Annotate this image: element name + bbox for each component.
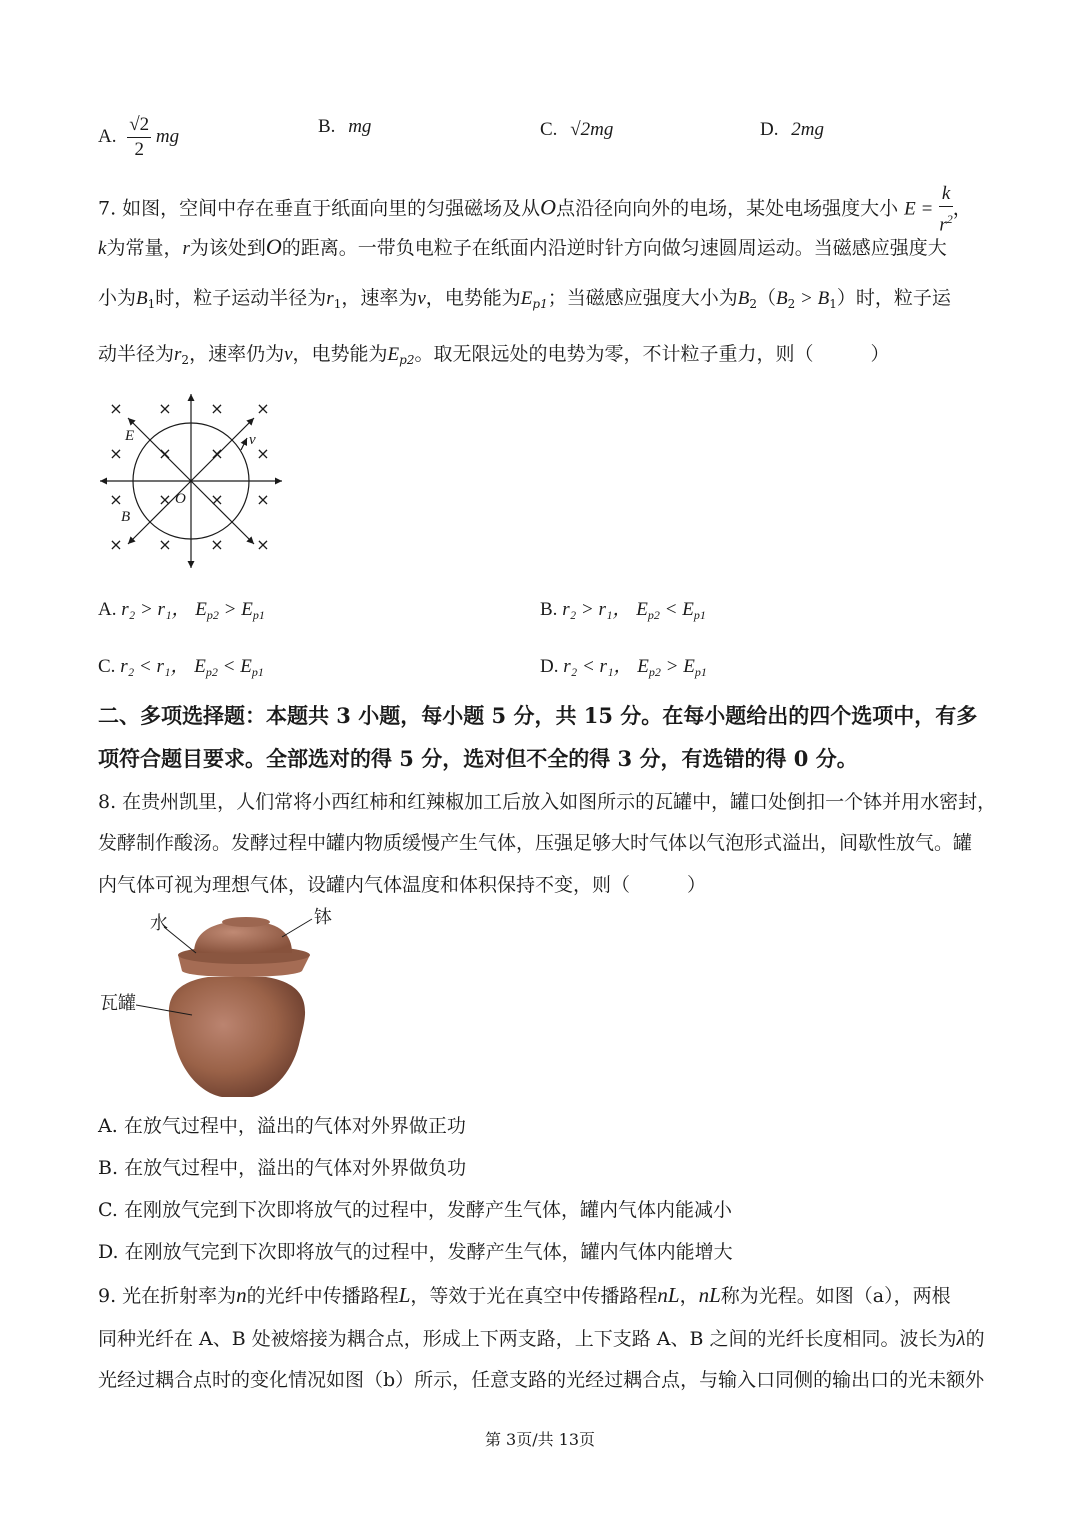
q9-line-2 [98, 1324, 985, 1353]
option-label: A. [98, 1115, 118, 1137]
text-run: 7. 如图，空间中存在垂直于纸面向里的匀强磁场及从 [98, 197, 541, 220]
option-label: C. [98, 1199, 118, 1221]
text-run: ，等效于光在真空中传播路程 [410, 1285, 658, 1307]
cross-mark: × [210, 444, 224, 463]
cross-mark: × [109, 535, 123, 554]
fraction-denominator: 2 [134, 139, 144, 160]
math-symbol: E [387, 344, 400, 365]
q7-line-1 [98, 182, 972, 237]
math-symbol: r [326, 288, 334, 309]
q8-line-3: 内气体可视为理想气体，设罐内气体温度和体积保持不变，则（ ） [98, 874, 707, 896]
subscript: 1 [333, 297, 342, 311]
q7-option-d [540, 653, 707, 686]
cross-mark: × [256, 490, 270, 509]
cross-mark: × [256, 399, 270, 418]
text-run: ）时，粒子运 [836, 287, 951, 309]
math-symbol: B [136, 288, 148, 309]
superscript: 2 [946, 212, 953, 226]
math-symbol: > B [795, 288, 830, 309]
text-run: ，速率为 [341, 287, 418, 309]
math-symbol: E [520, 288, 533, 309]
label-o: O [175, 491, 186, 507]
cross-mark: × [109, 490, 123, 509]
bowl-leader-line [282, 919, 312, 937]
text-run: ，电势能为 [292, 343, 388, 365]
label-e: E [125, 428, 135, 444]
subscript: 2 [181, 353, 190, 367]
text-run: 的光纤中传播路程 [246, 1285, 399, 1307]
math-symbol: B [776, 288, 788, 309]
bowl-foot [222, 917, 270, 927]
cross-mark: × [109, 399, 123, 418]
fraction-numerator: √2 [127, 113, 151, 138]
cross-mark: × [158, 399, 172, 418]
q8-option-c [98, 1196, 732, 1224]
math-symbol: O [540, 194, 557, 220]
math-symbol: E = [904, 198, 934, 220]
q6-option-b [318, 113, 371, 141]
q8-line-1: 8. 在贵州凯里，人们常将小西红柿和红辣椒加工后放入如图所示的瓦罐中，罐口处倒扣一个钵并用水密封， [98, 791, 997, 813]
text-run: 的距离。一带负电粒子在纸面内沿逆时针方向做匀速圆周运动。当磁感应强度大 [281, 237, 947, 259]
option-text: > E [218, 599, 253, 620]
cross-mark: × [256, 535, 270, 554]
subscript: 2 [787, 297, 796, 311]
label-v: v [249, 432, 256, 448]
text-run: 动半径为 [98, 343, 175, 365]
subscript: p2 [648, 665, 661, 679]
page-footer: 第 3页/共 13页 [484, 1430, 596, 1449]
label-jar: 瓦罐 [100, 993, 136, 1014]
q8-option-b [98, 1154, 466, 1182]
math-symbol: O [265, 234, 282, 259]
cross-mark: × [210, 399, 224, 418]
q7-line-3 [98, 284, 951, 318]
option-text: < E [659, 599, 694, 620]
option-label: C. [540, 119, 558, 140]
option-label: B. [318, 116, 336, 137]
subscript: 2 [749, 297, 757, 311]
option-expr: √2mg [570, 119, 614, 140]
option-label: B. [540, 599, 558, 620]
field-diagram [96, 388, 286, 573]
text-run: ，电势能为 [425, 287, 521, 309]
math-symbol: nL [657, 1283, 680, 1307]
option-label: A. [98, 125, 117, 147]
fraction [127, 113, 151, 162]
option-text: r₂ < r₁， E [563, 656, 649, 677]
cross-mark: × [210, 535, 224, 554]
math-symbol: r [182, 238, 190, 259]
math-symbol: r [939, 214, 947, 236]
text-run: ，速率仍为 [189, 343, 285, 365]
q6-option-a [98, 113, 179, 162]
option-text: r₂ > r₁， E [121, 599, 207, 620]
text-run: 的 [965, 1328, 985, 1350]
text-run: ， [679, 1285, 699, 1307]
velocity-arrow [241, 438, 247, 450]
math-symbol: n [236, 1283, 247, 1307]
option-expr: mg [155, 125, 180, 147]
label-water: 水 [150, 913, 168, 934]
q9-line-1 [98, 1281, 951, 1310]
cross-mark: × [158, 535, 172, 554]
text-run: 时，粒子运动半径为 [155, 287, 327, 309]
clay-jar-figure [96, 905, 356, 1105]
q7-line-4 [98, 340, 889, 374]
text-run: 。取无限远处的电势为零，不计粒子重力，则（ ） [414, 343, 890, 365]
option-text: 在放气过程中，溢出的气体对外界做负功 [124, 1157, 467, 1179]
option-text: r₂ > r₁， E [562, 599, 648, 620]
subscript: p2 [647, 608, 660, 622]
text-run: 为该处到 [189, 237, 266, 259]
fraction-numerator: k [939, 182, 952, 207]
option-text: 在刚放气完到下次即将放气的过程中，发酵产生气体，罐内气体内能减小 [123, 1199, 732, 1221]
cross-mark: × [158, 490, 172, 509]
math-symbol: r [174, 344, 182, 365]
text-run: 小为 [98, 287, 137, 309]
math-symbol: L [398, 1283, 411, 1307]
section-heading-line-1: 二、多项选择题：本题共 3 小题，每小题 5 分，共 15 分。在每小题给出的四个选项中，有多 [98, 703, 978, 728]
option-text: 在刚放气完到下次即将放气的过程中，发酵产生气体，罐内气体内能增大 [124, 1241, 733, 1263]
text-run: 称为光程。如图（a），两根 [720, 1285, 951, 1307]
option-text: 在放气过程中，溢出的气体对外界做正功 [123, 1115, 466, 1137]
q8-line-2: 发酵制作酸汤。发酵过程中罐内物质缓慢产生气体，压强足够大时气体以气泡形式溢出，间歇性放气。罐 [98, 832, 973, 854]
q8-option-a [98, 1112, 466, 1140]
text-run: ， [952, 197, 972, 220]
q9-line-3: 光经过耦合点时的变化情况如图（b）所示，任意支路的光经过耦合点，与输入口同侧的输出口的光未额外 [98, 1369, 985, 1391]
option-label: D. [760, 119, 779, 140]
option-label: A. [98, 599, 117, 620]
q7-option-a [98, 596, 265, 629]
text-run: 为常量， [106, 237, 183, 259]
subscript: p1 [532, 297, 548, 311]
math-symbol: v [417, 288, 426, 309]
subscript: p2 [399, 353, 415, 367]
cross-mark: × [109, 444, 123, 463]
subscript: p2 [206, 608, 219, 622]
subscript: p1 [693, 608, 706, 622]
q7-option-c [98, 653, 264, 686]
option-expr: mg [348, 116, 372, 137]
fraction [939, 182, 952, 237]
radial-field-lines [100, 394, 282, 568]
q7-line-2 [98, 233, 947, 263]
math-symbol: k [98, 238, 107, 259]
label-bowl: 钵 [314, 907, 332, 928]
jar-body [169, 977, 305, 1097]
text-run: 9. 光在折射率为 [98, 1285, 237, 1307]
math-symbol: nL [698, 1283, 721, 1307]
option-label: D. [98, 1241, 119, 1263]
section-heading-line-2: 项符合题目要求。全部选对的得 5 分，选对但不全的得 3 分，有选错的得 0 分。 [98, 746, 858, 771]
math-symbol: B [737, 288, 750, 309]
option-text: > E [660, 656, 695, 677]
math-symbol: v [284, 344, 293, 365]
water-leader-line [164, 927, 196, 953]
subscript: p2 [205, 665, 218, 679]
math-symbol: λ [956, 1326, 966, 1350]
text-run: 同种光纤在 A、B 处被熔接为耦合点，形成上下两支路，上下支路 A、B 之间的光纤长度相同。波长为 [98, 1328, 957, 1350]
cross-mark: × [158, 444, 172, 463]
q6-option-c [540, 116, 613, 144]
text-run: （ [757, 287, 777, 309]
cross-mark: × [256, 444, 270, 463]
subscript: 1 [829, 297, 837, 311]
subscript: p1 [251, 665, 264, 679]
subscript: 1 [147, 297, 156, 311]
option-label: B. [98, 1157, 119, 1179]
cross-mark: × [210, 490, 224, 509]
option-text: < E [217, 656, 252, 677]
subscript: p1 [252, 608, 265, 622]
subscript: p1 [694, 665, 707, 679]
q8-option-d [98, 1238, 733, 1266]
text-run: 点沿径向向外的电场，某处电场强度大小 [556, 197, 899, 220]
option-text: r₂ < r₁， E [120, 656, 206, 677]
q6-option-d [760, 116, 824, 144]
label-b: B [121, 509, 131, 525]
option-label: C. [98, 656, 116, 677]
text-run: ；当磁感应强度大小为 [547, 287, 738, 309]
q7-option-b [540, 596, 706, 629]
option-expr: 2mg [791, 119, 824, 140]
option-label: D. [540, 656, 559, 677]
